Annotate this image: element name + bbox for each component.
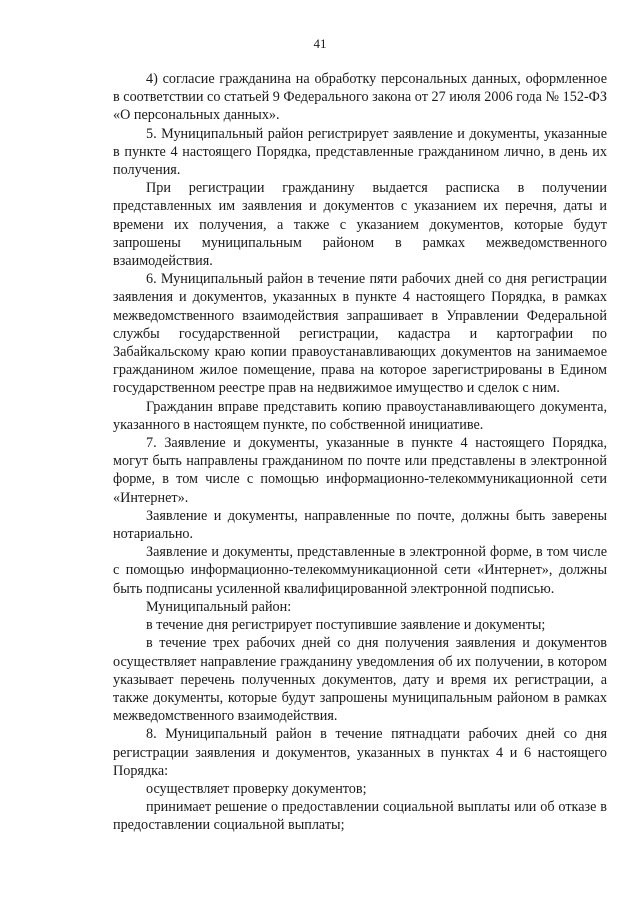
paragraph-decision: принимает решение о предоставлении социальной выплаты или об отказе в предоставлении социальной выплаты; (113, 799, 607, 834)
paragraph-own-initiative: Гражданин вправе представить копию правоустанавливающего документа, указанного в настоящем пункте, по собственной инициативе. (113, 398, 607, 433)
paragraph-item-7: 7. Заявление и документы, указанные в пункте 4 настоящего Порядка, могут быть направлены гражданином по почте или представлены в электронной форме, в том числе с помощью информационно-телекоммуникационной сети «Интернет». (113, 435, 607, 506)
paragraph-item-6: 6. Муниципальный район в течение пяти рабочих дней со дня регистрации заявления и документов, указанных в пункте 4 настоящего Порядка, в рамках межведомственного взаимодействия запрашивает в Управлении Федеральной службы государственной регистрации, кадастра и картографии по Забайкальскому краю копии правоустанавливающих документов на занимаемое гражданином жилое помещение, права на которое зарегистрированы в Едином государственном реестре прав на недвижимое имущество и сделок с ним. (113, 271, 607, 397)
paragraph-municipal-district: Муниципальный район: (146, 598, 292, 615)
paragraph-electronic: Заявление и документы, представленные в электронной форме, в том числе с помощью информационно-телекоммуникационной сети «Интернет», должны быть подписаны усиленной квалифицированной электронной подписью. (113, 544, 607, 597)
paragraph-check-documents: осуществляет проверку документов; (146, 780, 367, 797)
paragraph-item-5: 5. Муниципальный район регистрирует заявление и документы, указанные в пункте 4 настоящего Порядка, представленные гражданином лично, в день их получения. (113, 125, 607, 179)
paragraph-notification: в течение трех рабочих дней со дня получения заявления и документов осуществляет направление гражданину уведомления об их получении, в котором указывает перечень полученных документов, дату и время их регистрации, а также документы, которые будут запрошены муниципальным районом в рамках межведомственного взаимодействия. (113, 635, 607, 725)
paragraph-receipt: При регистрации гражданину выдается расписка в получении представленных им заявления и документов с указанием их перечня, даты и времени их получения, а также с указанием документов, которые будут запрошены муниципальным районом в рамках межведомственного взаимодействия. (113, 180, 607, 270)
paragraph-notarized: Заявление и документы, направленные по почте, должны быть заверены нотариально. (113, 507, 607, 543)
paragraph-item-8: 8. Муниципальный район в течение пятнадцати рабочих дней со дня регистрации заявления и документов, указанных в пунктах 4 и 6 настоящего Порядка: (113, 726, 607, 779)
page-number: 41 (313, 36, 327, 51)
paragraph-consent: 4) согласие гражданина на обработку персональных данных, оформленное в соответствии со статьей 9 Федерального закона от 27 июля 2006 года № 152-ФЗ «О персональных данных». (113, 71, 607, 124)
paragraph-register-day: в течение дня регистрирует поступившие заявление и документы; (146, 617, 546, 634)
document-body (113, 70, 607, 835)
